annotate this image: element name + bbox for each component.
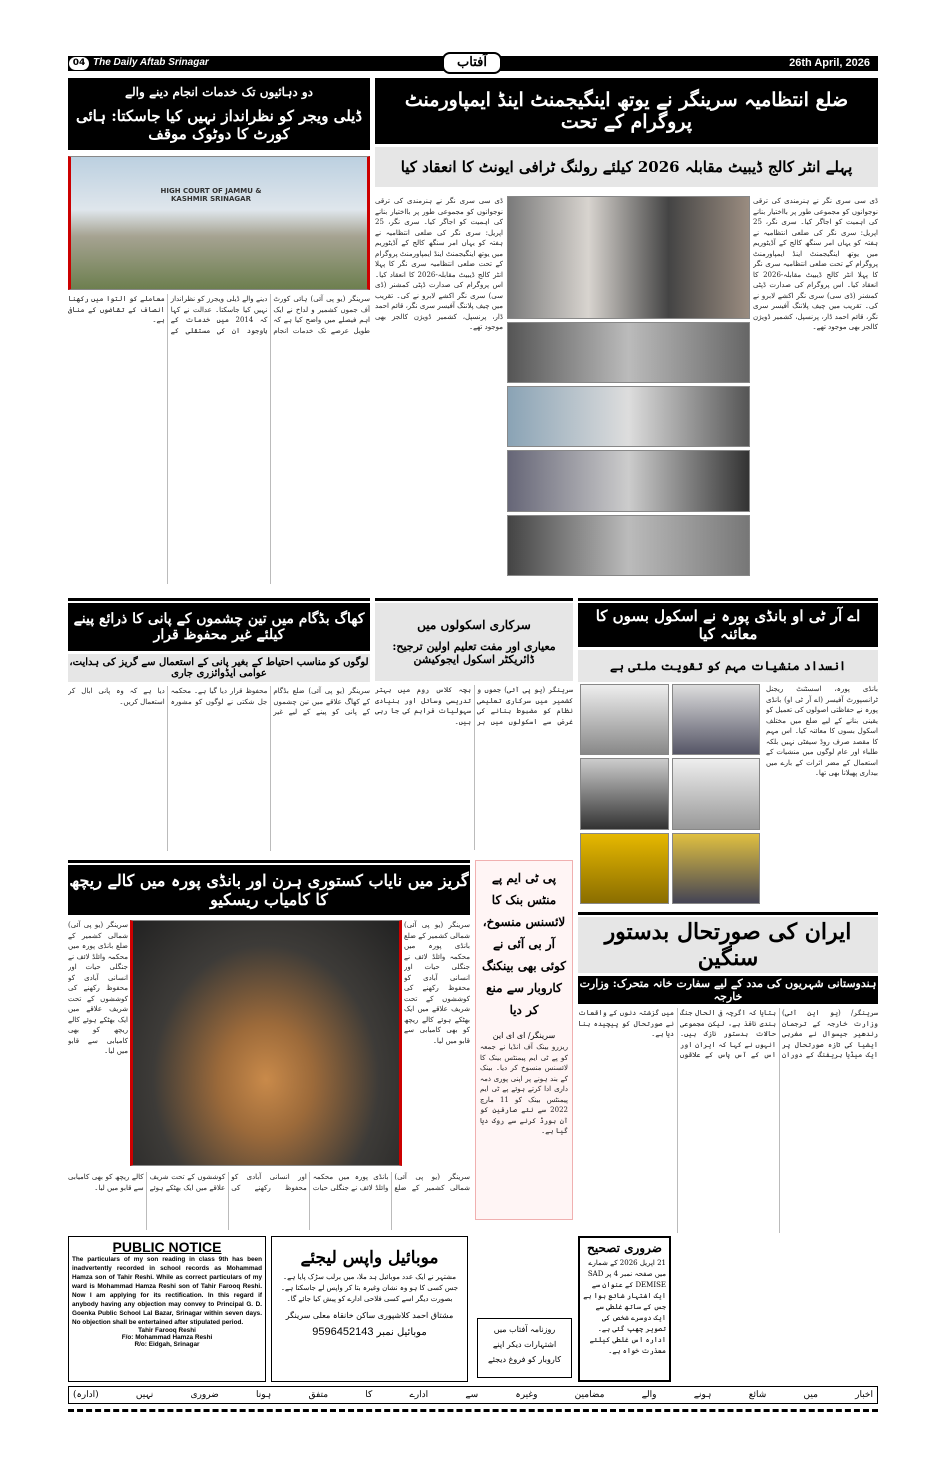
story-wildlife-rescue (68, 860, 470, 1230)
photo-caption: HIGH COURT OF JAMMU & KASHMIR SRINAGAR (160, 187, 262, 203)
story-body-left: سرینگر (یو پی آئی) شمالی کشمیر کے ضلع بانڈی پورہ میں محکمہ وائلڈ لائف نے جنگلی حیات اور انسانی آبادی کو محفوظ رکھنے کی کوششوں کے تحت شریف علاقے میں ایک بھٹکے ہوئے کالے ریچھ کو بھی کامیابی سے قابو میں لیا۔ (68, 921, 128, 1055)
event-photo (507, 196, 750, 319)
story-body-left: ڈی سی سری نگر نے ہنرمندی کی ترقی نوجوانوں کو مجموعی طور پر بااختیار بنانے کی اہمیت کو اجاگر کیا۔ سری نگر، 25 اپریل: سری نگر کی ضلعی انتظامیہ نے ہفتہ کو یہاں امر سنگھ کالج کے آڈیٹوریم میں یوتھ اینگیجمنٹ اینڈ ایمپاورمنٹ پروگرام کے تحت ضلعی انتظامیہ سری نگر کا پہلا انٹر کالج ڈیبیٹ مقابلہ-2026 کا انعقاد کیا۔ اس پروگرام کی صدارت ڈپٹی کمشنر (ڈی سی) سری نگر اکشے لابرو نے کی۔ تقریب میں چیف پلاننگ آفیسر سری نگر، قائم احمد ڈار، پرنسپل، کشمیر ڈویژن کالجز بھی موجود تھے۔ (375, 197, 503, 331)
event-photo (507, 322, 750, 383)
story-headline: ڈیلی ویجر کو نظرانداز نہیں کیا جاسکتا: ہائی کورٹ کا دوٹوک موقف (75, 107, 363, 143)
notice-body: The particulars of my son reading in class 9th has been inadvertently recorded in school records as Mohammad Hamza son of Tahir Reshi. While as correct particulars of my ward is Mohammad Hamza Reshi son of Tahir Farooq Reshi. Now I am applying for its rectification. In this regard if anybody having any objection may convey to Principal G. D. Goenka Public School Lal Bazar, Srinagar within seven days. No objection shall be entertained after stipulated period. (72, 1256, 262, 1326)
story-iran-situation (578, 912, 878, 1230)
story-govt-schools (375, 598, 573, 853)
story-body: سرینگر (یو پی آئی) ہائی کورٹ آف جموں کشمیر و لداخ نے ایک اہم فیصلے میں واضح کیا ہے کہ طویل عرصے تک خدمات انجام دینے والے ڈیلی ویجرز کو نظرانداز نہیں کیا جاسکتا۔ عدالت نے کہا کہ 2014 میں خدمات کے باوجود ان کی مستقلی کے معاملے کو التوا میں رکھنا انصاف کے تقاضوں کے منافی ہے۔ (68, 295, 370, 335)
bus-photo (672, 684, 761, 755)
story-youth-engagement (375, 78, 878, 590)
story-body: ڈی سی سری نگر نے ہنرمندی کی ترقی نوجوانوں کو مجموعی طور پر بااختیار بنانے کی اہمیت کو اجاگر کیا۔ سری نگر، 25 اپریل: سری نگر کی ضلعی انتظامیہ نے ہفتہ کو یہاں امر سنگھ کالج کے آڈیٹوریم میں یوتھ اینگیجمنٹ اینڈ ایمپاورمنٹ پروگرام کے تحت ضلعی انتظامیہ سری نگر کا پہلا انٹر کالج ڈیبیٹ مقابلہ-2026 کا انعقاد کیا۔ اس پروگرام کی صدارت ڈپٹی کمشنر (ڈی سی) سری نگر اکشے لابرو نے کی۔ تقریب میں چیف پلاننگ آفیسر سری نگر، قائم احمد ڈار، پرنسپل، کشمیر ڈویژن کالجز بھی موجود تھے۔ (753, 197, 878, 331)
story-body-bottom: سرینگر (یو پی آئی) شمالی کشمیر کے ضلع بانڈی پورہ میں محکمہ وائلڈ لائف نے جنگلی حیات اور انسانی آبادی کو محفوظ رکھنے کی کوششوں کے تحت شریف علاقے میں ایک بھٹکے ہوئے کالے ریچھ کو بھی کامیابی سے قابو میں لیا۔ (68, 1173, 470, 1192)
story-body: سرینگر (یو پی آئی) ضلع بڈگام کے کھاگ علاقے میں تین چشموں کے پانی کو پینے کے لیے غیر محفوظ قرار دیا گیا ہے۔ محکمہ جل شکتی نے لوگوں کو مشورہ دیا ہے کہ وہ پانی ابال کر استعمال کریں۔ (68, 687, 370, 716)
story-subhead: لوگوں کو مناسب احتیاط کے بغیر پانی کے استعمال سے گریز کی ہدایت، عوامی ایڈوائزری جاری (68, 654, 370, 682)
story-subhead: پہلے انٹر کالج ڈیبیٹ مقابلہ 2026 کیلئے رولنگ ٹرافی ایونٹ کا انعقاد کیا (375, 147, 878, 187)
phone-number: 9596452143 (312, 1326, 374, 1338)
story-headline: گریز میں نایاب کستوری ہرن اور بانڈی پورہ میں کالے ریچھ کا کامیاب ریسکیو (68, 865, 470, 915)
story-body: ریزرو بینک آف انڈیا نے جمعہ کو پے ٹی ایم پیمنٹس بینک کا لائسنس منسوخ کر دیا۔ بینک کے بند ہونے پر اپنی پوری ذمہ داری ادا کرتے ہوئے پے ٹی ایم پیمنٹس بینک کو 11 مارچ 2022 سے نئے صارفین کو آن بورڈ کرنے سے روک دیا گیا ہے۔ (480, 1043, 568, 1135)
bus-photo-collage (580, 684, 760, 904)
notice-title: PUBLIC NOTICE (112, 1239, 222, 1255)
story-water-sources (68, 598, 370, 853)
mobile-return-ad (271, 1236, 468, 1382)
story-body: سرینگر (یو پی آئی) شمالی کشمیر کے ضلع بانڈی پورہ میں محکمہ وائلڈ لائف نے جنگلی حیات اور انسانی آبادی کو محفوظ رکھنے کی کوششوں کے تحت شریف علاقے میں ایک بھٹکے ہوئے کالے ریچھ کو بھی کامیابی سے قابو میں لیا۔ (404, 921, 470, 1045)
story-school-buses (578, 598, 878, 908)
masthead-logo: آفتاب (442, 52, 502, 74)
story-body: بانڈی پورہ، اسسٹنٹ ریجنل ٹرانسپورٹ آفیسر (اے آر ٹی او) بانڈی پورہ نے حفاظتی اصولوں کی تعمیل کو یقینی بنانے کے لیے ضلع میں مختلف اسکول بسوں کا معائنہ کیا۔ اس مہم کا مقصد صرف روڈ سیفٹی نہیں بلکہ طلباء اور عام لوگوں میں منشیات کے استعمال کے مضر اثرات کے بارے میں بیداری پھیلانا بھی تھا۔ (766, 685, 878, 777)
event-photo (507, 450, 750, 511)
story-kicker: دو دہائیوں تک خدمات انجام دینے والے (124, 85, 314, 99)
story-body: سرینگر/ (یو این آئی) وزارت خارجہ کے ترجمان رندھیر جیسوال نے مغربی ایشیا کی تازہ صورتحال پر ایک میڈیا بریفنگ کے دوران بتایا کہ اگرچہ فی الحال جنگ بندی نافذ ہے، لیکن مجموعی حالات بدستور نازک ہیں۔ انہوں نے کہا کہ ایران اور اس کے آس پاس کے علاقوں میں گزشتہ دنوں کے واقعات نے صورتحال کو پیچیدہ بنا دیا ہے۔ (578, 1009, 878, 1059)
story-paytm-bank (475, 860, 573, 1220)
event-photo-collage (507, 196, 750, 576)
story-high-court (68, 78, 370, 590)
musk-deer-photo (130, 920, 402, 1166)
notice-signatory: Tahir Farooq Reshi (138, 1327, 196, 1334)
bus-photo (580, 833, 669, 904)
story-kicker: سرکاری اسکولوں میں (417, 618, 531, 632)
bus-photo (580, 758, 669, 829)
event-photo (507, 515, 750, 576)
page-number: 04 (69, 57, 89, 70)
event-photo (507, 386, 750, 447)
story-headline: معیاری اور مفت تعلیم اولین ترجیح: ڈائریکٹر اسکول ایجوکیشن (392, 640, 556, 666)
footer-disclaimer: اخبار میں شائع ہونے والے مضامین وغیرہ سے ادارے کا متفق ہونا ضروری نہیں (ادارہ) (68, 1386, 878, 1404)
paper-name: The Daily Aftab Srinagar (93, 57, 209, 68)
public-notice-ad (68, 1236, 266, 1382)
header-date: 26th April, 2026 (789, 57, 870, 69)
high-court-photo (68, 156, 370, 290)
correction-notice (578, 1236, 671, 1382)
notice-father: F/o: Mohammad Hamza Reshi (121, 1334, 213, 1341)
ad-name: مشتاق احمد کلاشپوری ساکن خانقاہ معلی سرینگر (285, 1311, 454, 1320)
phone-label: موبائیل نمبر (376, 1327, 427, 1338)
story-headline: پی ٹی ایم پے منٹس بنک کا لائسنس منسوخ، آر بی آئی نے کوئی بھی بینکنگ کاروبار سے منع کر دیا (481, 871, 567, 1017)
story-headline: ایران کی صورتحال بدستور سنگین (578, 917, 878, 973)
story-dateline: سرینگر/ ای ای این (492, 1031, 556, 1040)
footer-dashed-rule (68, 1409, 878, 1412)
story-headline: اے آر ٹی او بانڈی پورہ نے اسکول بسوں کا معائنہ کیا (578, 603, 878, 647)
story-headline: کھاگ بڈگام میں تین چشموں کے پانی کا ذرائع پینے کیلئے غیر محفوظ قرار (68, 603, 370, 651)
aftab-advertising-box: روزنامہ آفتاب میں اشتہارات دیکر اپنے کاروبار کو فروغ دیجئے (477, 1318, 572, 1378)
ad-title: موبائیل واپس لیجئے (300, 1248, 439, 1268)
correction-body: 21 اپریل 2026 کے شمارے میں صفحہ نمبر 4 پر SAD DEMISE کے عنوان سے ایک اشتہار شائع ہوا ہے جس کے ساتھ غلطی سے ایک دوسرے شخص کی تصویر چھپ گئی ہے۔ ادارہ اس غلطی کیلئے معذرت خواہ ہے۔ (583, 1259, 666, 1355)
correction-title: ضروری تصحیح (587, 1241, 662, 1255)
story-subhead: انسداد منشیات مہم کو تقویت ملتی ہے (578, 650, 878, 682)
story-body: سرینگر (یو پی آئی) جموں و کشمیر میں سرکاری تعلیمی نظام کو مضبوط بنانے کی غرض سے اسکولوں میں ہر بچہ کلاس روم میں بہتر تدریسی وسائل اور بنیادی سہولیات فراہم کی جا رہی ہیں۔ (375, 686, 573, 726)
ad-body: مشتہر نے ایک عدد موبائیل ہد ملا، میں برلب سڑک پایا ہے۔ جس کسی کا ہو وہ نشان وغیرہ بتا کر واپس لے جاسکتا ہے۔ بصورت دیگر اسے کسی فلاحی ادارے کو پیش کیا جائے گا۔ (280, 1273, 459, 1303)
story-subhead: ہندوستانی شہریوں کی مدد کے لیے سفارت خانہ متحرک: وزارت خارجہ (579, 977, 877, 1003)
story-headline: ضلع انتظامیہ سرینگر نے یوتھ اینگیجمنٹ اینڈ ایمپاورمنٹ پروگرام کے تحت (375, 78, 878, 144)
notice-residence: R/o: Eidgah, Srinagar (134, 1341, 200, 1348)
bus-photo (580, 684, 669, 755)
bus-photo (672, 758, 761, 829)
bus-photo (672, 833, 761, 904)
